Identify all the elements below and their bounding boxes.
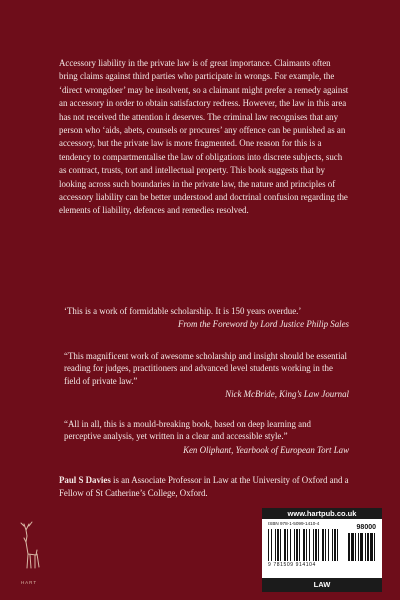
price-code: 98000	[356, 524, 376, 531]
barcode-bar	[318, 529, 319, 561]
review-quote-3	[64, 418, 349, 456]
barcode-bar	[358, 533, 359, 561]
quote-attribution: From the Foreword by Lord Justice Philip Sales	[178, 319, 349, 330]
barcode-bar	[322, 529, 324, 561]
barcode-bar	[367, 533, 369, 561]
barcode-bar	[365, 533, 366, 561]
barcode-bar	[315, 529, 317, 561]
barcode-bar	[275, 529, 276, 561]
barcode-bar	[306, 529, 307, 561]
barcode-bar	[287, 529, 288, 561]
deer-icon	[14, 520, 44, 580]
barcode-bar	[337, 529, 338, 561]
barcode-bar	[360, 533, 363, 561]
review-quote-1	[64, 305, 349, 331]
barcode-bar	[355, 533, 356, 561]
barcode-bar	[294, 529, 295, 561]
barcode-bar	[334, 529, 336, 561]
barcode-bar	[328, 529, 329, 561]
barcode-bar	[299, 529, 300, 561]
barcode-bar	[277, 529, 279, 561]
barcode-icon	[268, 529, 376, 561]
barcode-bar	[313, 529, 314, 561]
blurb-text: Accessory liability in the private law is of great importance. Claimants often bring claims against third parties who participate in wrongs. For example, the ‘direct wrongdoer’ may be insolvent, so a claimant might prefer a remedy against an accessory in order to obtain satisfactory redress. However, the law in this area has not received the attention it deserves. The criminal law recognises that any person who ‘aids, abets, counsels or procures’ any offence can be punished as an accessory, but the private law is more fragmented. One reason for this is a tendency to compartmentalise the law of obligations into discrete subjects, such as contract, trusts, tort and intellectual property. This book suggests that by looking across such boundaries in the private law, the nature and principles of accessory liability can be better understood and doctrinal confusion regarding the elements of liability, defences and remedies resolved.	[59, 58, 349, 216]
quote-text: “All in all, this is a mould-breaking book, based on deep learning and perceptive analysis, yet written in a clear and accessible style.”	[64, 419, 311, 442]
quote-text: “This magnificent work of awesome scholarship and insight should be essential reading for judges, practitioners and advanced level students working in the field of private law.”	[64, 351, 347, 386]
blurb	[59, 57, 349, 218]
barcode-bar	[370, 533, 373, 561]
barcode-bar	[271, 529, 272, 561]
publisher-url: www.hartpub.co.uk	[262, 508, 382, 519]
barcode-bar	[325, 529, 326, 561]
barcode-bar	[309, 529, 310, 561]
barcode-bar	[268, 529, 269, 561]
barcode-panel	[262, 508, 382, 592]
barcode-bar	[351, 533, 354, 561]
category-label: LAW	[262, 578, 382, 592]
barcode-bar	[290, 529, 291, 561]
barcode-bar	[332, 529, 333, 561]
barcode-number: 9 781509 914104	[268, 562, 316, 568]
author-name: Paul S Davies	[59, 475, 111, 485]
publisher-logo-text: HART	[20, 580, 38, 585]
isbn-label: ISBN 978-1-5099-1410-4	[268, 521, 320, 526]
barcode-bar	[374, 533, 375, 561]
author-bio-text: is an Associate Professor in Law at the University of Oxford and a Fellow of St Catherine’s College, Oxford.	[59, 475, 349, 498]
quote-attribution: Nick McBride, King’s Law Journal	[225, 389, 349, 400]
barcode-bar	[296, 529, 298, 561]
barcode-bar	[303, 529, 305, 561]
author-bio	[59, 474, 349, 499]
review-quote-2	[64, 350, 349, 401]
quote-attribution: Ken Oliphant, Yearbook of European Tort Law	[183, 444, 349, 455]
barcode-bar	[284, 529, 286, 561]
barcode-bar	[348, 533, 350, 561]
quote-text: ‘This is a work of formidable scholarship. It is 150 years overdue.’	[64, 306, 302, 316]
barcode-bar	[280, 529, 281, 561]
